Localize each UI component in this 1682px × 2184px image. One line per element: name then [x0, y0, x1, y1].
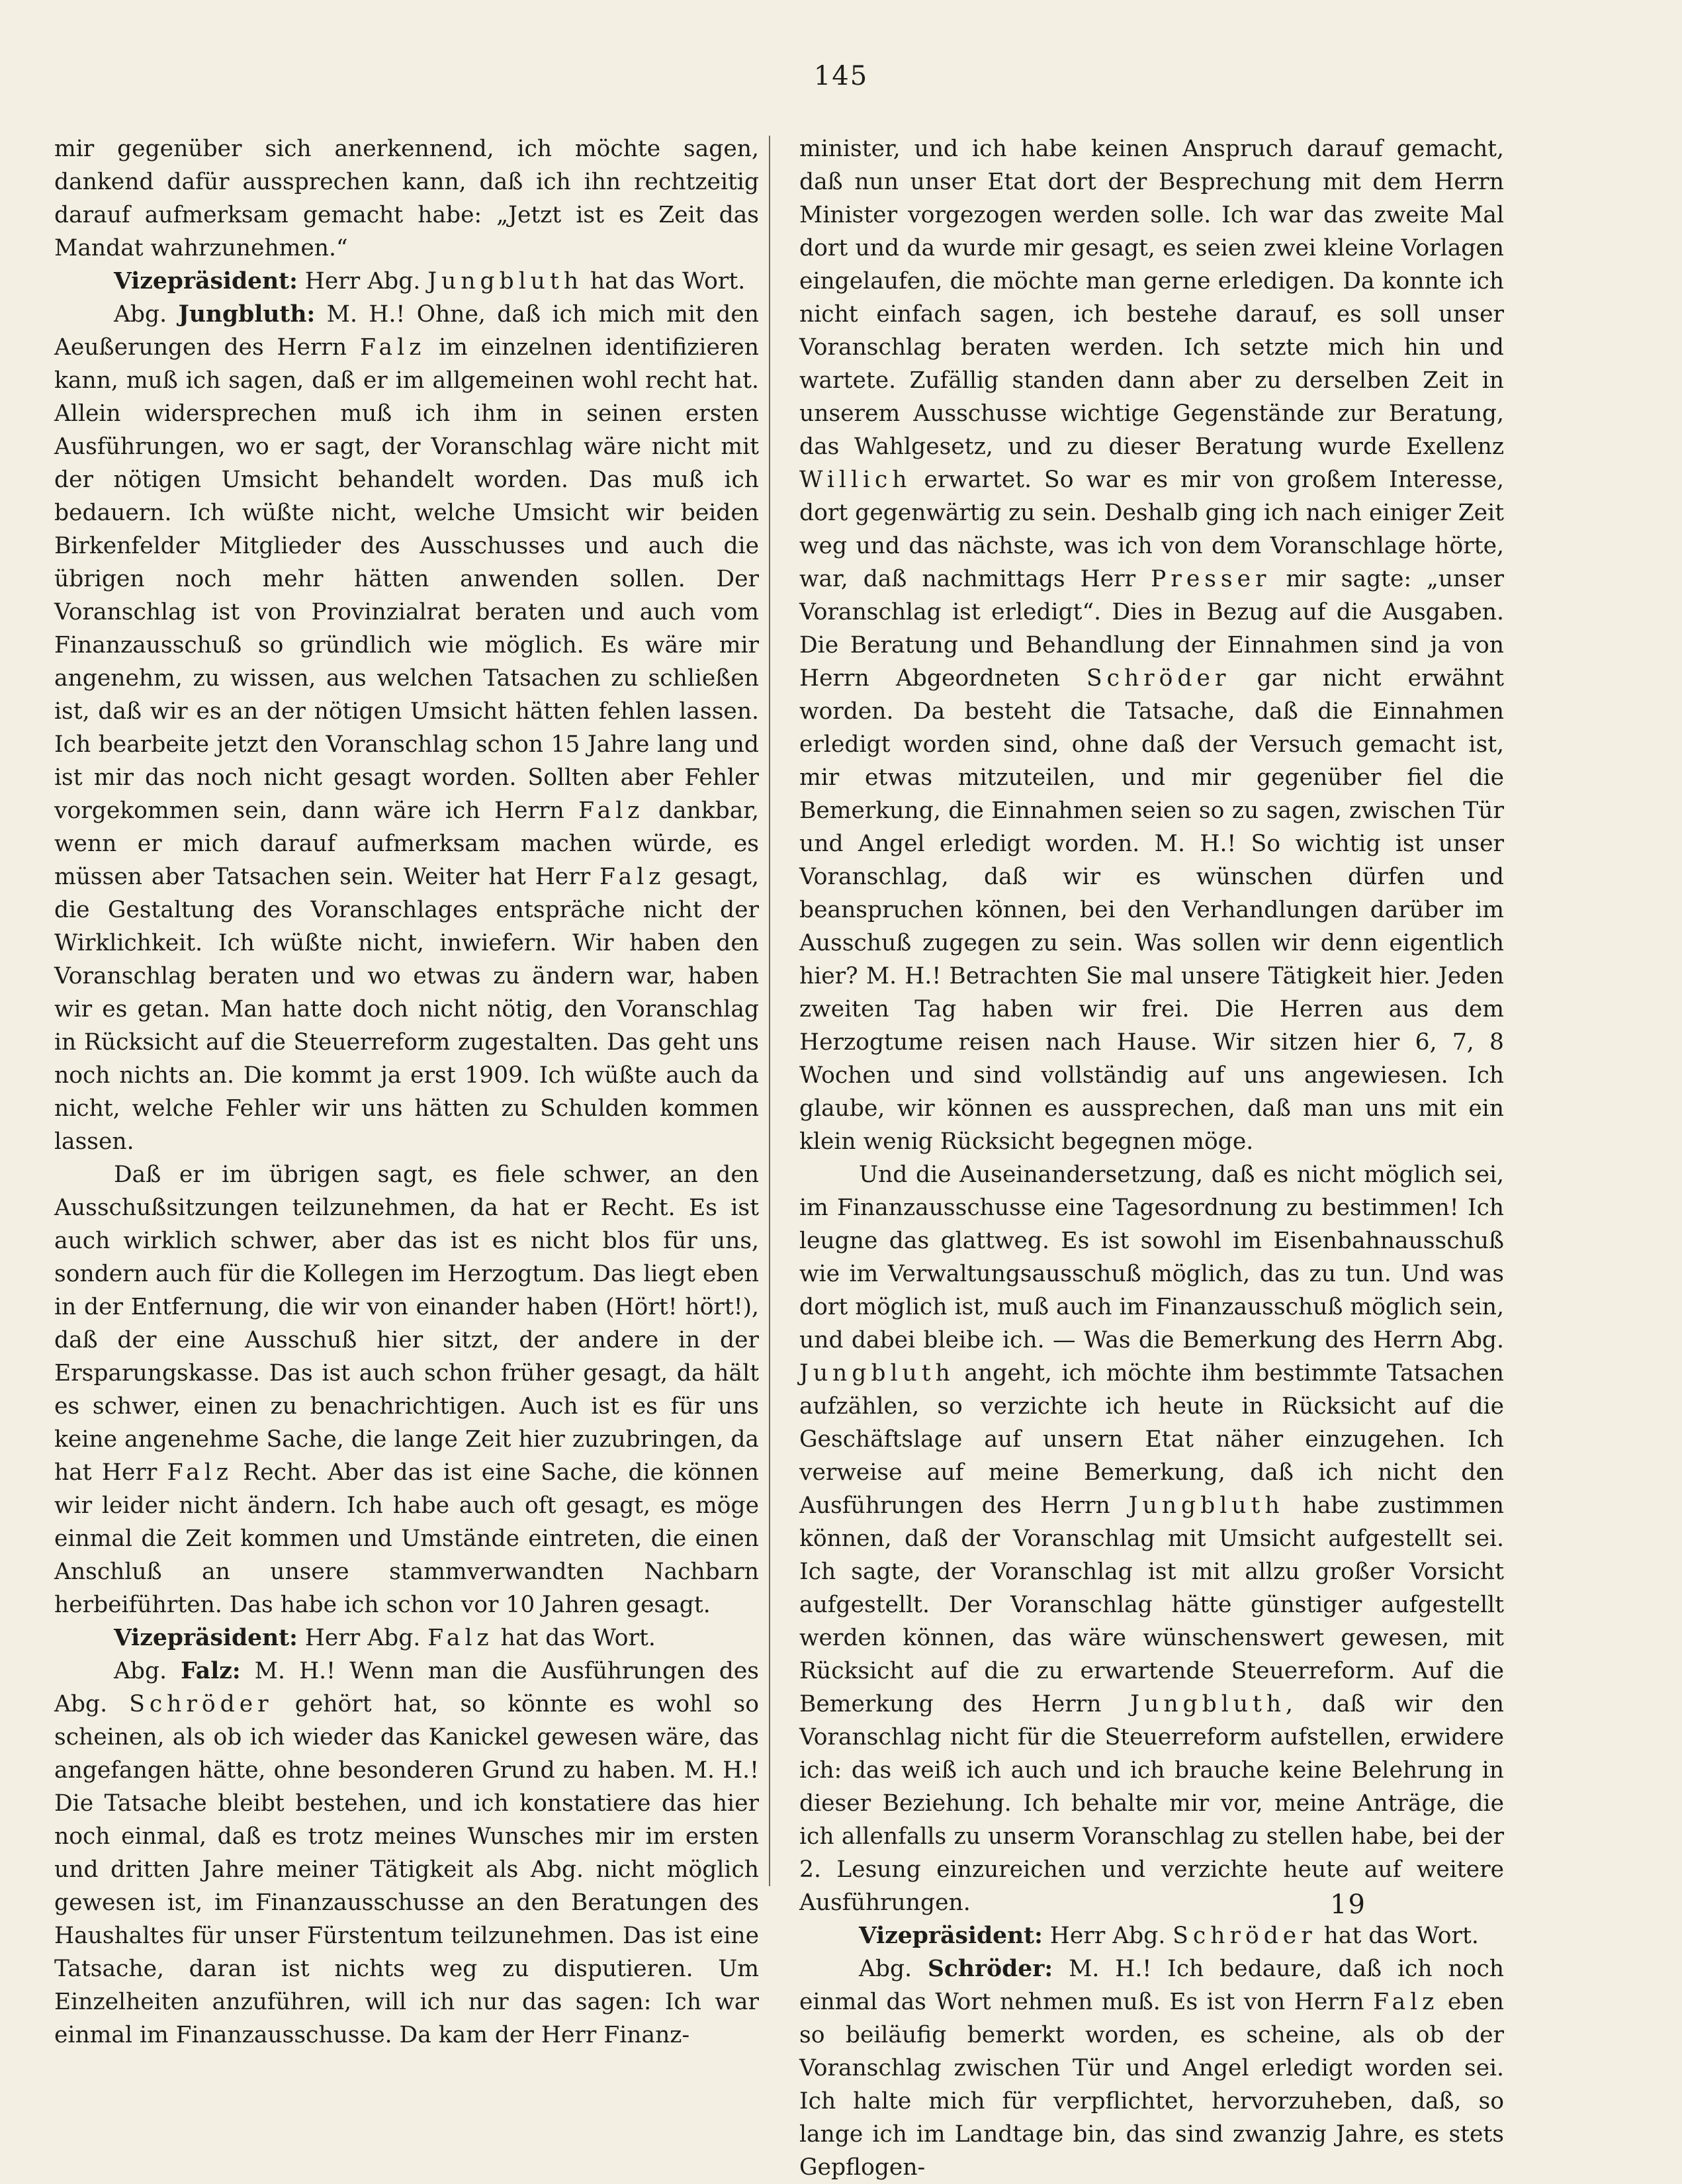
paragraph-text: hat das Wort. [1316, 1923, 1479, 1949]
paragraph-text: Herr Abg. [297, 268, 428, 295]
left-column [54, 132, 759, 2052]
speech-paragraph [54, 298, 759, 1158]
paragraph-text: eben so beiläufig bemerkt worden, es scheine, als ob der Voranschlag zwischen Tür und Angel erledigt worden sei. Ich halte mich für verpflichtet, hervorzuheben, daß, so lange ich im Landtage bin, das sind zwanzig Jahre, es stets Gepflogen- [799, 1989, 1505, 2181]
paragraph [54, 132, 759, 265]
paragraph-text: M. H.! Ich bedaure, daß ich noch einmal das Wort nehmen muß. Es ist von Herrn [799, 1956, 1504, 2015]
person-name: Jungbluth [427, 268, 584, 295]
person-name: Falz [359, 334, 426, 361]
person-name: Schröder [129, 1691, 273, 1717]
speaker-label: Jungbluth: [178, 301, 316, 328]
paragraph-text: dankbar, wenn er mich darauf aufmerksam machen würde, es müssen aber Tatsachen sein. Weiter hat Herr [54, 797, 759, 890]
paragraph-text: Recht. Aber das ist eine Sache, die können wir leider nicht ändern. Ich habe auch oft gesagt, es möge einmal die Zeit kommen und Umstände eintreten, die einen Anschluß an unsere stammverwandten Nachbarn herbeiführten. Das habe ich schon vor 10 Jahren gesagt. [54, 1459, 759, 1618]
right-column [799, 132, 1504, 2184]
person-name: Jungbluth [1128, 1492, 1284, 1519]
speech-paragraph [799, 1952, 1504, 2184]
paragraph-text: gesagt, die Gestaltung des Voranschlages entspräche nicht der Wirklichkeit. Ich wüßte nicht, inwiefern. Wir haben den Voranschlag beraten und wo etwas zu ändern war, haben wir es getan. Man hatte doch nicht nötig, den Voranschlag in Rücksicht auf die Steuerreform zugestalten. Das geht uns noch nichts an. Die kommt ja erst 1909. Ich wüßte auch da nicht, welche Fehler wir uns hätten zu Schulden kommen lassen. [54, 864, 759, 1155]
speech-paragraph [799, 132, 1504, 1158]
speech-paragraph [54, 1158, 759, 1621]
speaker-announcement [799, 1919, 1504, 1952]
speech-paragraph [54, 1655, 759, 2052]
speaker-prefix: Abg. [114, 1658, 181, 1684]
speaker-announcement [54, 265, 759, 298]
column-divider [769, 136, 770, 1886]
speaker-label: Vizepräsident: [114, 268, 298, 295]
paragraph-text: hat das Wort. [583, 268, 746, 295]
speaker-label: Vizepräsident: [114, 1625, 298, 1651]
page-number: 145 [813, 61, 869, 91]
paragraph-text: im einzelnen identifizieren kann, muß ich sagen, daß er im allgemeinen wohl recht hat. Allein widersprechen muß ich ihm in seinen ersten Ausführungen, wo er sagt, der Voranschlag wäre nicht mit der nötigen Umsicht behandelt worden. Das muß ich bedauern. Ich wüßte nicht, welche Umsicht wir beiden Birkenfelder Mitglieder des Ausschusses und auch die übrigen noch mehr hätten anwenden sollen. Der Voranschlag ist von Provinzialrat beraten und auch vom Finanzausschuß so gründlich wie möglich. Es wäre mir angenehm, zu wissen, aus welchen Tatsachen zu schließen ist, daß wir es an der nötigen Umsicht hätten fehlen lassen. Ich bearbeite jetzt den Voranschlag schon 15 Jahre lang und ist mir das noch nicht gesagt worden. Sollten aber Fehler vorgekommen sein, dann wäre ich Herrn [54, 334, 759, 824]
speaker-prefix: Abg. [114, 301, 179, 328]
paragraph-text: M. H.! Wenn man die Ausführungen des Abg. [54, 1658, 759, 1717]
speaker-label: Vizepräsident: [859, 1923, 1043, 1949]
person-name: Schröder [1173, 1923, 1317, 1949]
paragraph-text: Herr Abg. [1042, 1923, 1173, 1949]
paragraph-text: habe zustimmen können, daß der Voranschlag mit Umsicht aufgestellt sei. Ich sagte, der Voranschlag ist mit allzu großer Vorsicht aufgestellt. Der Voranschlag hätte günstiger aufgestellt werden können, das wäre wünschenswert gewesen, mit Rücksicht auf die zu erwartende Steuerreform. Auf die Bemerkung des Herrn [799, 1492, 1504, 1717]
paragraph-text: M. H.! Ohne, daß ich mich mit den Aeußerungen des Herrn [54, 301, 759, 361]
person-name: Presser [1151, 566, 1271, 592]
person-name: Falz [599, 864, 666, 890]
paragraph-text: Herr Abg. [297, 1625, 428, 1651]
paragraph-text: , daß wir den Voranschlag nicht für die Steuerreform aufstellen, erwidere ich: das weiß ich auch und ich brauche keine Belehrung in dieser Beziehung. Ich behalte mir vor, meine Anträge, die ich allenfalls zu unserm Voranschlag zu stellen habe, bei der 2. Lesung einzureichen und verzichte heute auf weitere Ausführungen. [799, 1691, 1505, 1916]
paragraph-text: Und die Auseinandersetzung, daß es nicht möglich sei, im Finanzausschusse eine Tagesordnung zu bestimmen! Ich leugne das glattweg. Es ist sowohl im Eisenbahnausschuß wie im Verwaltungsausschuß möglich, das zu tun. Und was dort möglich ist, muß auch im Finanzausschuß möglich sein, und dabei bleibe ich. — Was die Bemerkung des Herrn Abg. [799, 1161, 1504, 1353]
person-name: Schröder [1086, 665, 1231, 692]
paragraph-text: gar nicht erwähnt worden. Da besteht die Tatsache, daß die Einnahmen erledigt worden sind, ohne daß der Versuch gemacht ist, mir etwas mitzuteilen, und mir gegenüber fiel die Bemerkung, die Einnahmen seien so zu sagen, zwischen Tür und Angel erledigt worden. M. H.! So wichtig ist unser Voranschlag, daß wir es wünschen dürfen und beanspruchen können, bei den Verhandlungen darüber im Ausschuß zugegen zu sein. Was sollen wir denn eigentlich hier? M. H.! Betrachten Sie mal unsere Tätigkeit hier. Jeden zweiten Tag haben wir frei. Die Herren aus dem Herzogtume reisen nach Hause. Wir sitzen hier 6, 7, 8 Wochen und sind vollständig auf uns angewiesen. Ich glaube, wir können es aussprechen, daß man uns mit ein klein wenig Rücksicht begegnen möge. [799, 665, 1504, 1155]
person-name: Falz [578, 797, 644, 824]
person-name: Falz [1372, 1989, 1439, 2015]
paragraph-text: mir sagte: „unser Voranschlag ist erledigt“. Dies in Bezug auf die Ausgaben. Die Beratung und Behandlung der Einnahmen sind ja von Herrn Abgeordneten [799, 566, 1504, 692]
paragraph-text: hat das Wort. [493, 1625, 656, 1651]
signature-mark: 19 [1330, 1889, 1366, 1920]
person-name: Jungbluth [1130, 1691, 1286, 1717]
person-name: Falz [167, 1459, 233, 1486]
person-name: Willich [799, 467, 912, 493]
paragraph-text: mir gegenüber sich anerkennend, ich möchte sagen, dankend dafür aussprechen kann, daß ich ihn rechtzeitig darauf aufmerksam gemacht habe: „Jetzt ist es Zeit das Mandat wahrzunehmen.“ [54, 136, 759, 261]
speaker-label: Schröder: [927, 1956, 1053, 1982]
paragraph-text: angeht, ich möchte ihm bestimmte Tatsachen aufzählen, so verzichte ich heute in Rücksicht auf die Geschäftslage auf unsern Etat näher einzugehen. Ich verweise auf meine Bemerkung, daß ich nicht den Ausführungen des Herrn [799, 1360, 1504, 1519]
speaker-label: Falz: [181, 1658, 241, 1684]
paragraph-text: gehört hat, so könnte es wohl so scheinen, als ob ich wieder das Kanickel gewesen wäre, das angefangen hätte, ohne besonderen Grund zu haben. M. H.! Die Tatsache bleibt bestehen, und ich konstatiere das hier noch einmal, daß es trotz meines Wunsches mir im ersten und dritten Jahre meiner Tätigkeit als Abg. nicht möglich gewesen ist, im Finanzausschusse an den Beratungen des Haushaltes für unser Fürstentum teilzunehmen. Das ist eine Tatsache, daran ist nichts weg zu disputieren. Um Einzelheiten anzuführen, will ich nur das sagen: Ich war einmal im Finanzausschusse. Da kam der Herr Finanz- [54, 1691, 759, 2048]
person-name: Jungbluth [799, 1360, 955, 1387]
person-name: Falz [427, 1625, 494, 1651]
paragraph-text: erwartet. So war es mir von großem Interesse, dort gegenwärtig zu sein. Deshalb ging ich nach einiger Zeit weg und das nächste, was ich von dem Voranschlage hörte, war, daß nachmittags Herr [799, 467, 1504, 592]
speech-paragraph [799, 1158, 1504, 1919]
paragraph-text: minister, und ich habe keinen Anspruch darauf gemacht, daß nun unser Etat dort der Besprechung mit dem Herrn Minister vorgezogen werden solle. Ich war das zweite Mal dort und da wurde mir gesagt, es seien zwei kleine Vorlagen eingelaufen, die möchte man gerne erledigen. Da konnte ich nicht einfach sagen, ich bestehe darauf, es soll unser Voranschlag beraten werden. Ich setzte mich hin und wartete. Zufällig standen dann aber zu derselben Zeit in unserem Ausschusse wichtige Gegenstände zur Beratung, das Wahlgesetz, und zu dieser Beratung wurde Exellenz [799, 136, 1504, 460]
speaker-announcement [54, 1621, 759, 1655]
paragraph-text: Daß er im übrigen sagt, es fiele schwer, an den Ausschußsitzungen teilzunehmen, da hat er Recht. Es ist auch wirklich schwer, aber das ist es nicht blos für uns, sondern auch für die Kollegen im Herzogtum. Das liegt eben in der Entfernung, die wir von einander haben (Hört! hört!), daß der eine Ausschuß hier sitzt, der andere in der Ersparungskasse. Das ist auch schon früher gesagt, da hält es schwer, einen zu benachrichtigen. Auch ist es für uns keine angenehme Sache, die lange Zeit hier zuzubringen, da hat Herr [54, 1161, 759, 1486]
speaker-prefix: Abg. [859, 1956, 928, 1982]
